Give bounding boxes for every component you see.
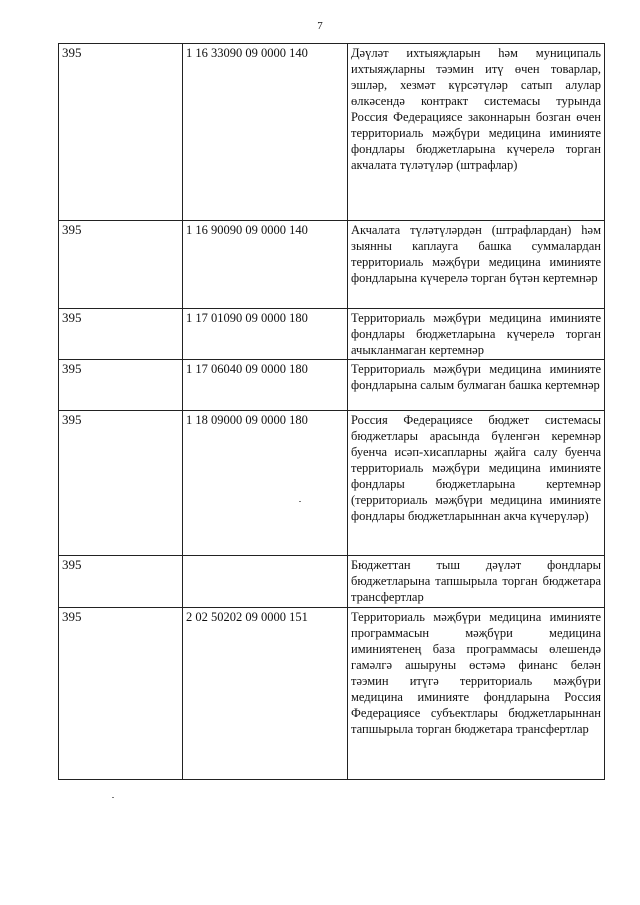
admin-code-cell: 395 <box>59 309 183 360</box>
description-cell: Территориаль мәҗбүри медицина иминияте фондлары бюджетларына күчерелә торган ачыкланмаган кертемнәр <box>348 309 605 360</box>
table-row <box>59 608 605 780</box>
table-row <box>59 360 605 411</box>
table-row <box>59 309 605 360</box>
kbk-code-cell <box>183 556 348 608</box>
kbk-code-cell: 1 18 09000 09 0000 180 <box>183 411 348 556</box>
admin-code-cell: 395 <box>59 221 183 309</box>
description-cell: Россия Федерациясе бюджет системасы бюджетлары арасында бүленгән керемнәр буенча исәп-хисапларны җайга салу буенча территориаль мәҗбүри медицина иминияте фондлары бюджетларына кертемнәр (территориаль мәҗбүри медицина иминияте фондлары бюджетларыннан акча күчерүләр) <box>348 411 605 556</box>
budget-revenue-table <box>58 43 605 780</box>
description-cell: Территориаль мәҗбүри медицина иминияте программасын мәҗбүри медицина иминиятенең база программасы өлешендә гамәлгә ашыруны өстәмә финанс белән тәэмин итүгә территориаль мәҗбүри медицина иминияте фондларына Россия Федерациясе субъектлары бюджетларыннан тапшырыла торган бюджетара трансфертлар <box>348 608 605 780</box>
admin-code-cell: 395 <box>59 556 183 608</box>
description-cell: Акчалата түләтүләрдән (штрафлардан) һәм зыянны каплауга башка суммалардан территориаль мәҗбүри медицина иминияте фондларына күчерелә торган бүтән кертемнәр <box>348 221 605 309</box>
table-row <box>59 44 605 221</box>
description-cell: Бюджеттан тыш дәүләт фондлары бюджетларына тапшырыла торган бюджетара трансфертлар <box>348 556 605 608</box>
kbk-code-cell: 2 02 50202 09 0000 151 <box>183 608 348 780</box>
kbk-code-cell: 1 16 90090 09 0000 140 <box>183 221 348 309</box>
scan-speck <box>299 501 301 502</box>
table-row <box>59 556 605 608</box>
description-cell: Территориаль мәҗбүри медицина иминияте фондларына салым булмаган башка кертемнәр <box>348 360 605 411</box>
page-number: 7 <box>317 20 323 32</box>
admin-code-cell: 395 <box>59 608 183 780</box>
kbk-code-cell: 1 17 01090 09 0000 180 <box>183 309 348 360</box>
admin-code-cell: 395 <box>59 44 183 221</box>
description-cell: Дәүләт ихтыяҗларын һәм муниципаль ихтыяҗларны тәэмин итү өчен товарлар, эшләр, хезмәт күрсәтүләр сатып алулар өлкәсендә контракт системасы турында Россия Федерациясе законнарын бозган өчен территориаль мәҗбүри медицина иминияте фондлары бюджетларына күчерелә торган акчалата түләтүләр (штрафлар) <box>348 44 605 221</box>
admin-code-cell: 395 <box>59 360 183 411</box>
table-row <box>59 411 605 556</box>
table-row <box>59 221 605 309</box>
kbk-code-cell: 1 17 06040 09 0000 180 <box>183 360 348 411</box>
kbk-code-cell: 1 16 33090 09 0000 140 <box>183 44 348 221</box>
scan-speck <box>112 797 114 798</box>
admin-code-cell: 395 <box>59 411 183 556</box>
